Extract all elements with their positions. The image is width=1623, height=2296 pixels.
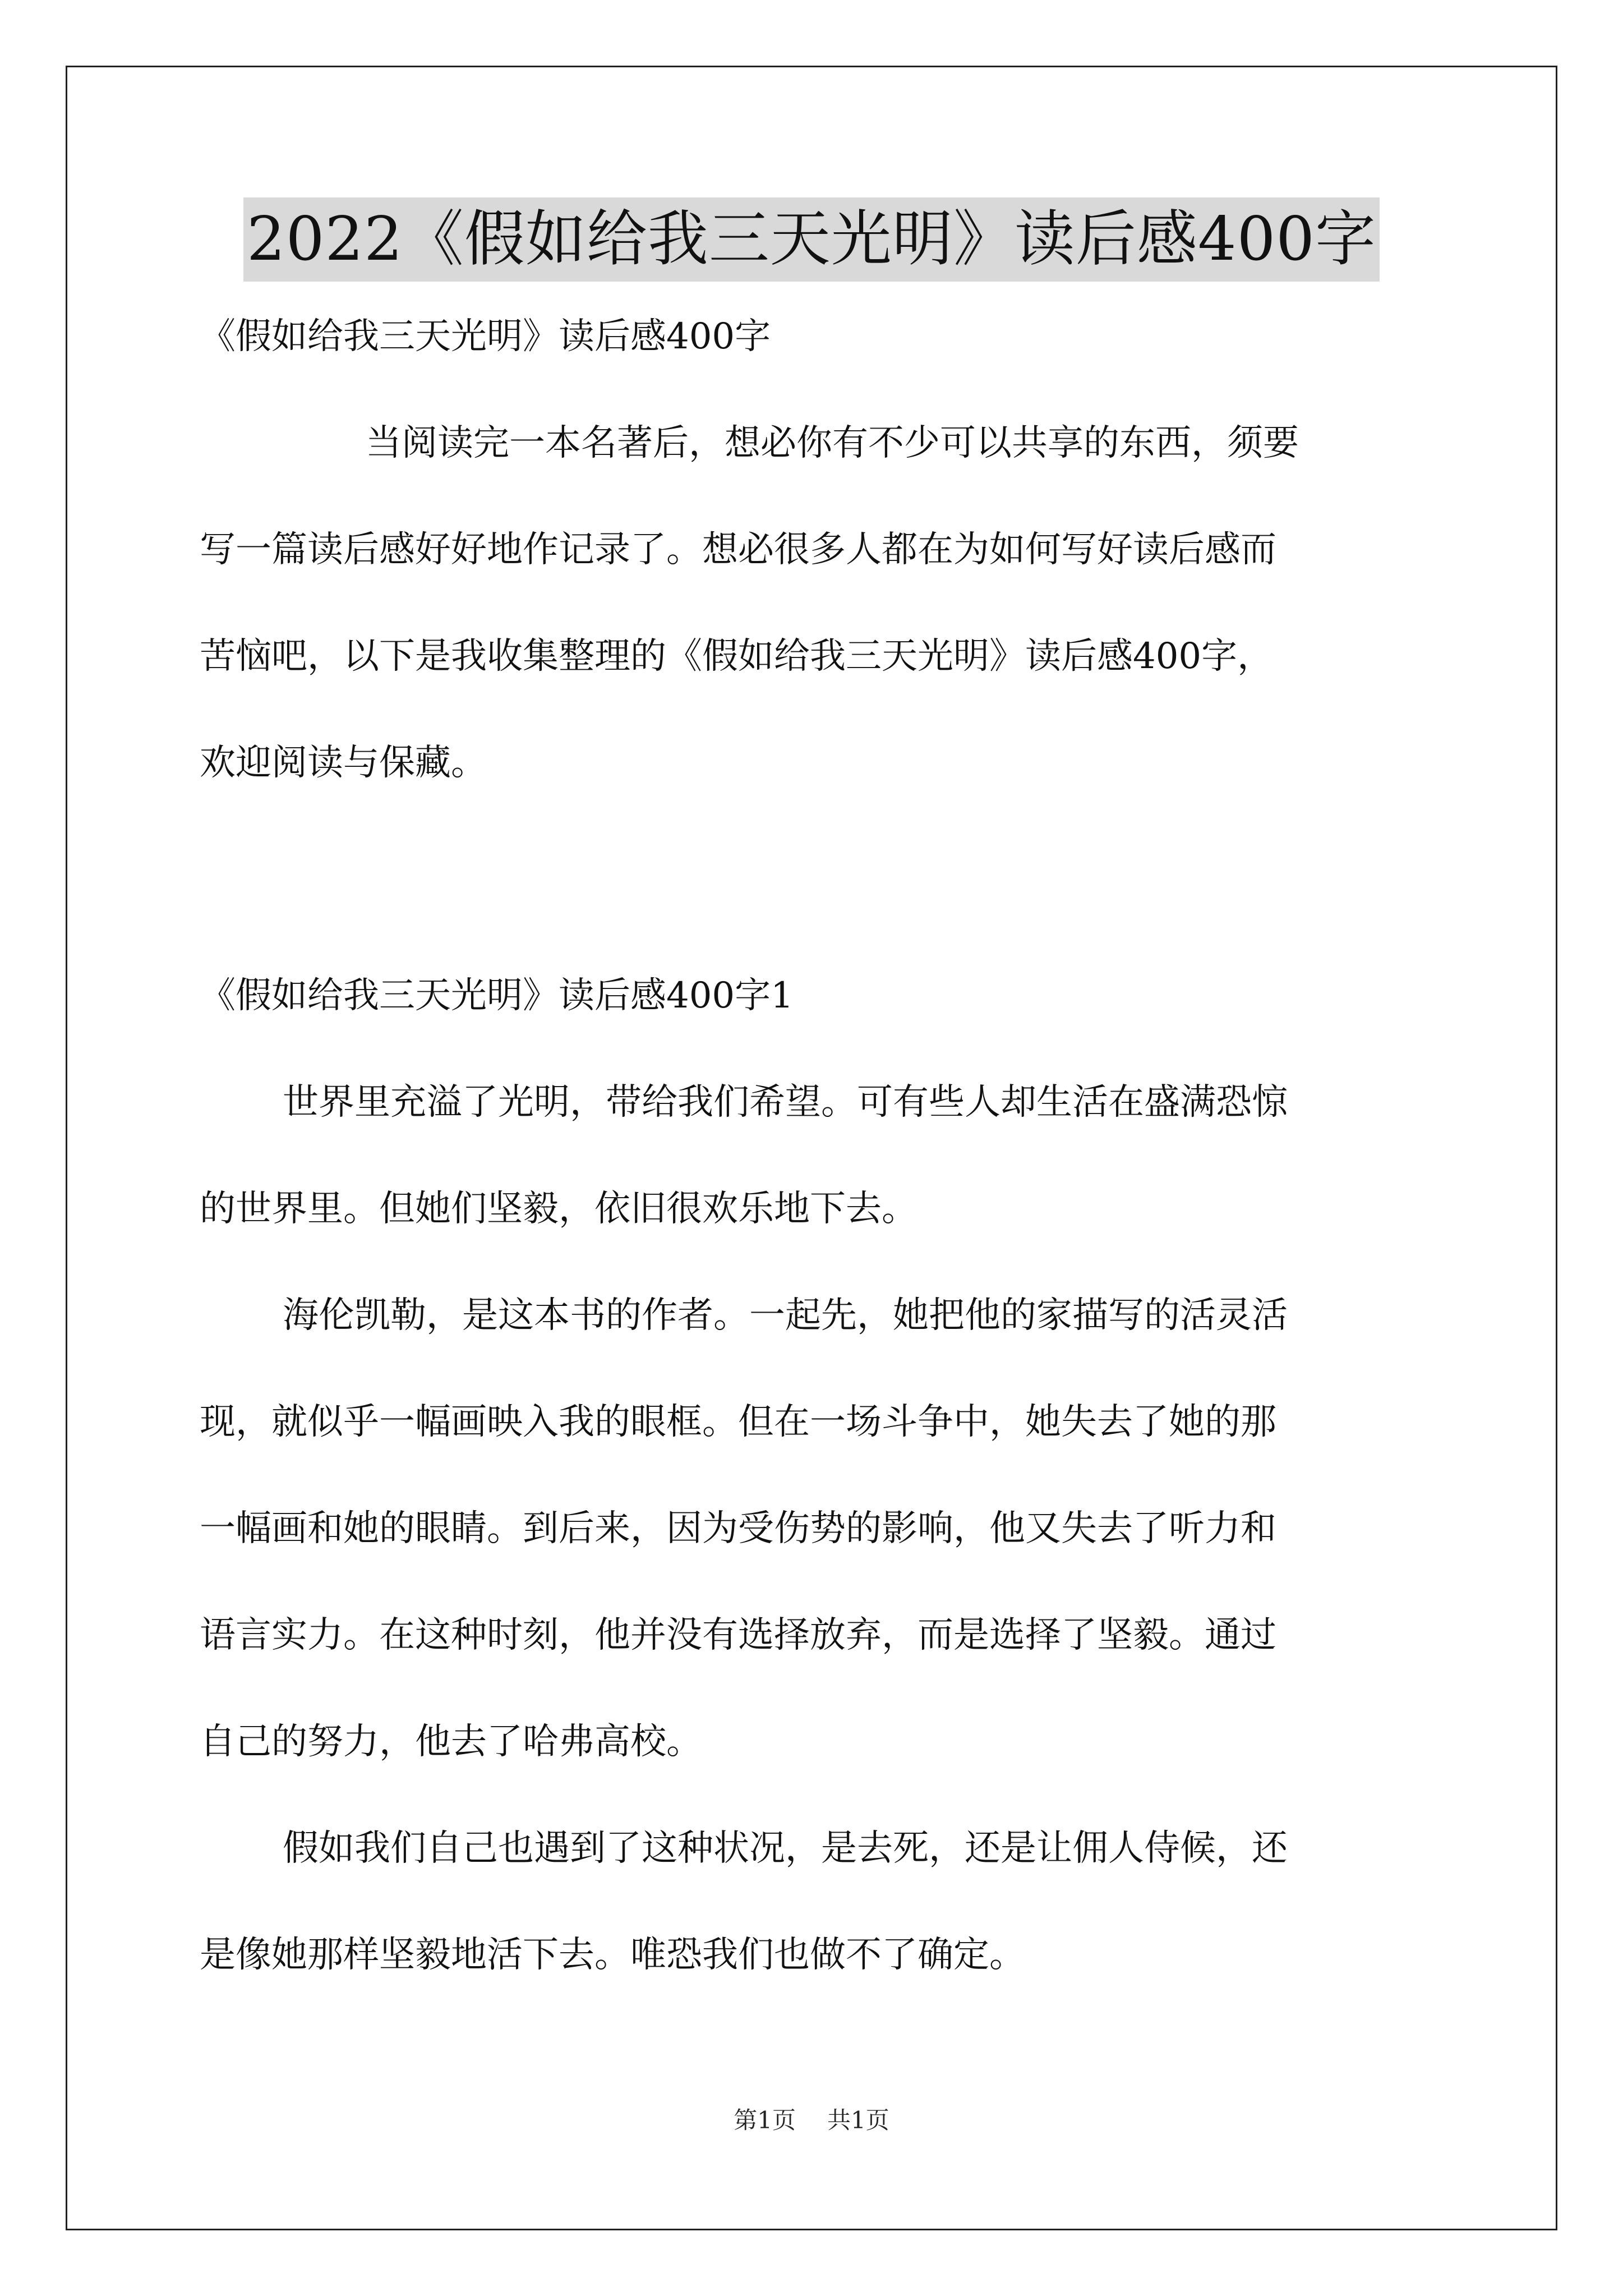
paragraph-line: 自己的努力，他去了哈弗高校。 xyxy=(200,1721,702,1763)
subtitle: 《假如给我三天光明》读后感400字 xyxy=(200,316,771,357)
document-title: 2022《假如给我三天光明》读后感400字 xyxy=(243,197,1380,282)
intro-line: 欢迎阅读与保藏。 xyxy=(200,742,487,784)
page-total: 共1页 xyxy=(827,2106,889,2134)
paragraph-line: 语言实力。在这种时刻，他并没有选择放弃，而是选择了坚毅。通过 xyxy=(200,1614,1276,1656)
paragraph-line: 是像她那样坚毅地活下去。唯恐我们也做不了确定。 xyxy=(200,1934,1025,1976)
paragraph-line: 现，就似乎一幅画映入我的眼框。但在一场斗争中，她失去了她的那 xyxy=(200,1401,1276,1443)
page-border xyxy=(66,66,1557,2230)
paragraph-line: 假如我们自己也遇到了这种状况，是去死，还是让佣人侍候，还 xyxy=(283,1828,1288,1869)
page-footer xyxy=(0,2104,1623,2137)
paragraph-line: 世界里充溢了光明，带给我们希望。可有些人却生活在盛满恐惊 xyxy=(283,1082,1288,1123)
paragraph-line: 的世界里。但她们坚毅，依旧很欢乐地下去。 xyxy=(200,1188,917,1230)
paragraph-line: 海伦凯勒，是这本书的作者。一起先，她把他的家描写的活灵活 xyxy=(283,1295,1288,1336)
intro-line: 写一篇读后感好好地作记录了。想必很多人都在为如何写好读后感而 xyxy=(200,529,1276,570)
title-container xyxy=(0,197,1623,282)
intro-line: 苦恼吧，以下是我收集整理的《假如给我三天光明》读后感400字， xyxy=(200,636,1274,677)
paragraph-line: 一幅画和她的眼睛。到后来，因为受伤势的影响，他又失去了听力和 xyxy=(200,1508,1276,1549)
section-heading: 《假如给我三天光明》读后感400字1 xyxy=(200,975,794,1016)
page-number: 第1页 xyxy=(734,2106,796,2134)
intro-line: 当阅读完一本名著后，想必你有不少可以共享的东西，须要 xyxy=(366,422,1299,464)
